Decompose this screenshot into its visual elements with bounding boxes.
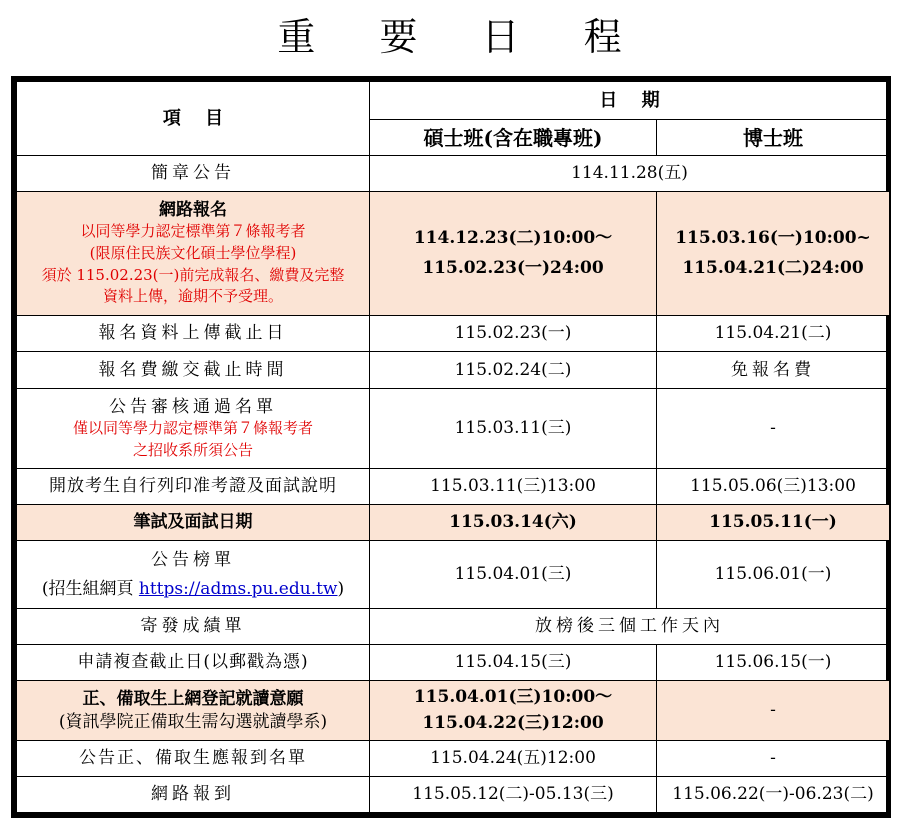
row-date-phd: 免報名費 [657,352,890,389]
row-subtext: (資訊學院正備取生需勾選就讀學系) [58,711,328,732]
row-note: 資料上傳，逾期不予受理。 [102,287,283,306]
row-label: 報名費繳交截止時間 [17,352,370,389]
date-line: 115.04.22(三)12:00 [422,712,604,733]
row-date-masters: 115.02.24(二) [370,352,657,389]
row-label-title: 正、備取生上網登記就讀意願 [82,689,304,710]
table-row [17,505,890,541]
row-note: 僅以同等學力認定標準第７條報考者 [72,418,313,437]
row-date-masters [370,681,657,741]
row-label: 申請複查截止日(以郵戳為憑) [17,645,370,681]
row-date-phd: 115.06.01(一) [657,541,890,609]
row-date-merged: 114.11.28(五) [370,156,890,192]
row-note: (限原住民族文化碩士學位學程) [89,243,297,262]
schedule-table [16,81,890,813]
row-label: 網路報到 [17,777,370,813]
row-date-phd: 115.06.22(一)-06.23(二) [657,777,890,813]
subtext-suffix: ) [337,578,345,599]
date-line: 115.04.01(三)10:00～ [413,687,613,707]
row-label [17,681,370,741]
row-label: 簡章公告 [17,156,370,192]
row-date-phd: - [657,681,890,741]
row-label-title: 網路報名 [159,199,227,220]
row-date-masters: 115.03.11(三) [370,389,657,469]
row-label: 寄發成績單 [17,609,370,645]
row-date-phd: 115.06.15(一) [657,645,890,681]
row-date-phd: 115.04.21(二) [657,316,890,352]
row-label: 筆試及面試日期 [17,505,370,541]
table-row [17,469,890,505]
header-date: 日 期 [370,82,890,120]
row-label [17,541,370,609]
row-date-masters: 115.05.12(二)-05.13(三) [370,777,657,813]
header-item: 項 目 [17,82,370,156]
row-date-masters: 115.02.23(一) [370,316,657,352]
date-line: 115.02.23(一)24:00 [422,257,604,278]
row-date-masters: 115.03.11(三)13:00 [370,469,657,505]
table-row [17,389,890,469]
table-row [17,609,890,645]
row-date-phd [657,192,890,316]
admissions-link[interactable]: https://adms.pu.edu.tw [138,578,338,599]
table-row [17,777,890,813]
row-label-title: 公告榜單 [151,549,235,570]
header-phd: 博士班 [657,120,890,156]
table-header-row [17,82,890,120]
header-masters: 碩士班(含在職專班) [370,120,657,156]
row-label: 公告正、備取生應報到名單 [17,741,370,777]
row-label [17,192,370,316]
page-title: 重 要 日 程 [277,15,648,59]
row-label: 報名資料上傳截止日 [17,316,370,352]
row-note: 須於 115.02.23(一)前完成報名、繳費及完整 [41,265,345,284]
row-date-phd: - [657,389,890,469]
table-row [17,541,890,609]
row-note: 以同等學力認定標準第７條報考者 [80,222,306,241]
subtext-prefix: (招生組網頁 [41,578,139,599]
row-label: 開放考生自行列印准考證及面試說明 [17,469,370,505]
row-date-phd: 115.05.11(一) [657,505,890,541]
row-note: 之招收系所須公告 [132,440,253,459]
date-line: 115.03.16(一)10:00~ [675,227,871,248]
table-row [17,681,890,741]
row-date-masters: 115.04.24(五)12:00 [370,741,657,777]
row-date-masters [370,192,657,316]
table-row [17,156,890,192]
row-date-masters: 115.03.14(六) [370,505,657,541]
row-date-merged: 放榜後三個工作天內 [370,609,890,645]
date-line: 114.12.23(二)10:00～ [413,227,613,248]
row-subtext [21,575,365,604]
row-label-title: 公告審核通過名單 [109,396,277,417]
row-date-phd: 115.05.06(三)13:00 [657,469,890,505]
table-row [17,352,890,389]
row-date-masters: 115.04.15(三) [370,645,657,681]
table-row [17,192,890,316]
row-date-phd: - [657,741,890,777]
table-row [17,741,890,777]
date-line: 115.04.21(二)24:00 [682,257,864,278]
row-label [17,389,370,469]
row-date-masters: 115.04.01(三) [370,541,657,609]
table-row [17,316,890,352]
table-row [17,645,890,681]
